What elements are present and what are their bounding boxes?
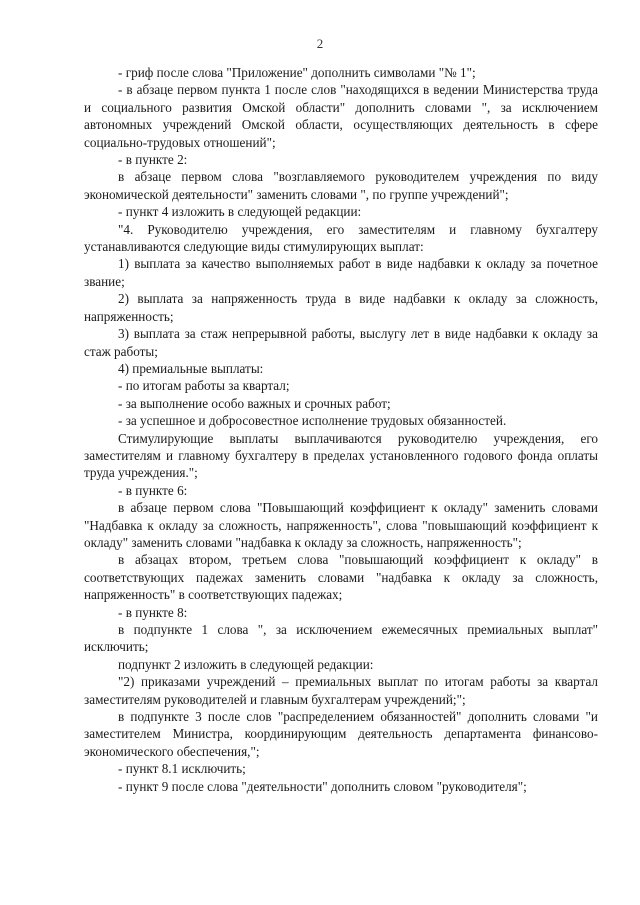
paragraph: Стимулирующие выплаты выплачиваются руководителю учреждения, его заместителям и главному бухгалтеру в пределах установленного годового фонда оплаты труда учреждения."; xyxy=(84,430,598,481)
paragraph: "4. Руководителю учреждения, его заместителям и главному бухгалтеру устанавливаются следующие виды стимулирующих выплат: xyxy=(84,221,598,255)
paragraph: "2) приказами учреждений – премиальных выплат по итогам работы за квартал заместителям руководителей и главным бухгалтерам учреждений;"; xyxy=(84,674,598,707)
paragraph: - пункт 4 изложить в следующей редакции: xyxy=(118,204,362,220)
paragraph: - в абзаце первом пункта 1 после слов "находящихся в ведении Министерства труда и социального развития Омской области" дополнить словами ", за исключением автономных учреждений Омской области, осуществляющих деятельность в сфере социально-трудовых отношений"; xyxy=(84,82,598,150)
paragraph: 2) выплата за напряженность труда в виде надбавки к окладу за сложность, напряженность; xyxy=(84,291,598,324)
paragraph: в подпункте 3 после слов "распределением обязанностей" дополнить словами "и заместителем Министра, координирующим деятельность департамента финансово-экономического обеспечения,"; xyxy=(84,709,598,759)
paragraph: - пункт 8.1 исключить; xyxy=(118,761,246,777)
paragraph: - в пункте 2: xyxy=(118,152,188,168)
paragraph: - за выполнение особо важных и срочных работ; xyxy=(118,395,391,411)
paragraph: - гриф после слова "Приложение" дополнить символами "№ 1"; xyxy=(118,65,476,80)
paragraph: в абзаце первом слова "возглавляемого руководителем учреждения по виду экономической деятельности" заменить словами ", по группе учреждений"; xyxy=(84,169,598,202)
document-body xyxy=(84,64,598,795)
paragraph: в подпункте 1 слова ", за исключением ежемесячных премиальных выплат" исключить; xyxy=(84,622,598,655)
paragraph: 4) премиальные выплаты: xyxy=(118,360,264,376)
paragraph: подпункт 2 изложить в следующей редакции: xyxy=(118,656,374,672)
page-number: 2 xyxy=(316,36,324,51)
paragraph: - в пункте 6: xyxy=(118,482,188,498)
paragraph: в абзаце первом слова "Повышающий коэффициент к окладу" заменить словами "Надбавка к окладу за сложность, напряженность", слова "повышающий коэффициент к окладу" заменить словами "надбавка к окладу за сложность, напряженность"; xyxy=(84,500,598,550)
paragraph: - пункт 9 после слова "деятельности" дополнить словом "руководителя"; xyxy=(118,778,527,794)
paragraph: - по итогам работы за квартал; xyxy=(118,378,290,394)
paragraph: 3) выплата за стаж непрерывной работы, выслугу лет в виде надбавки к окладу за стаж работы; xyxy=(84,326,598,359)
paragraph: - в пункте 8: xyxy=(118,604,188,620)
paragraph: 1) выплата за качество выполняемых работ в виде надбавки к окладу за почетное звание; xyxy=(84,256,598,289)
paragraph: - за успешное и добросовестное исполнение трудовых обязанностей. xyxy=(118,413,507,429)
paragraph: в абзацах втором, третьем слова "повышающий коэффициент к окладу" в соответствующих падежах заменить словами "надбавка к окладу за сложность, напряженность" в соответствующих падежах; xyxy=(84,552,598,603)
